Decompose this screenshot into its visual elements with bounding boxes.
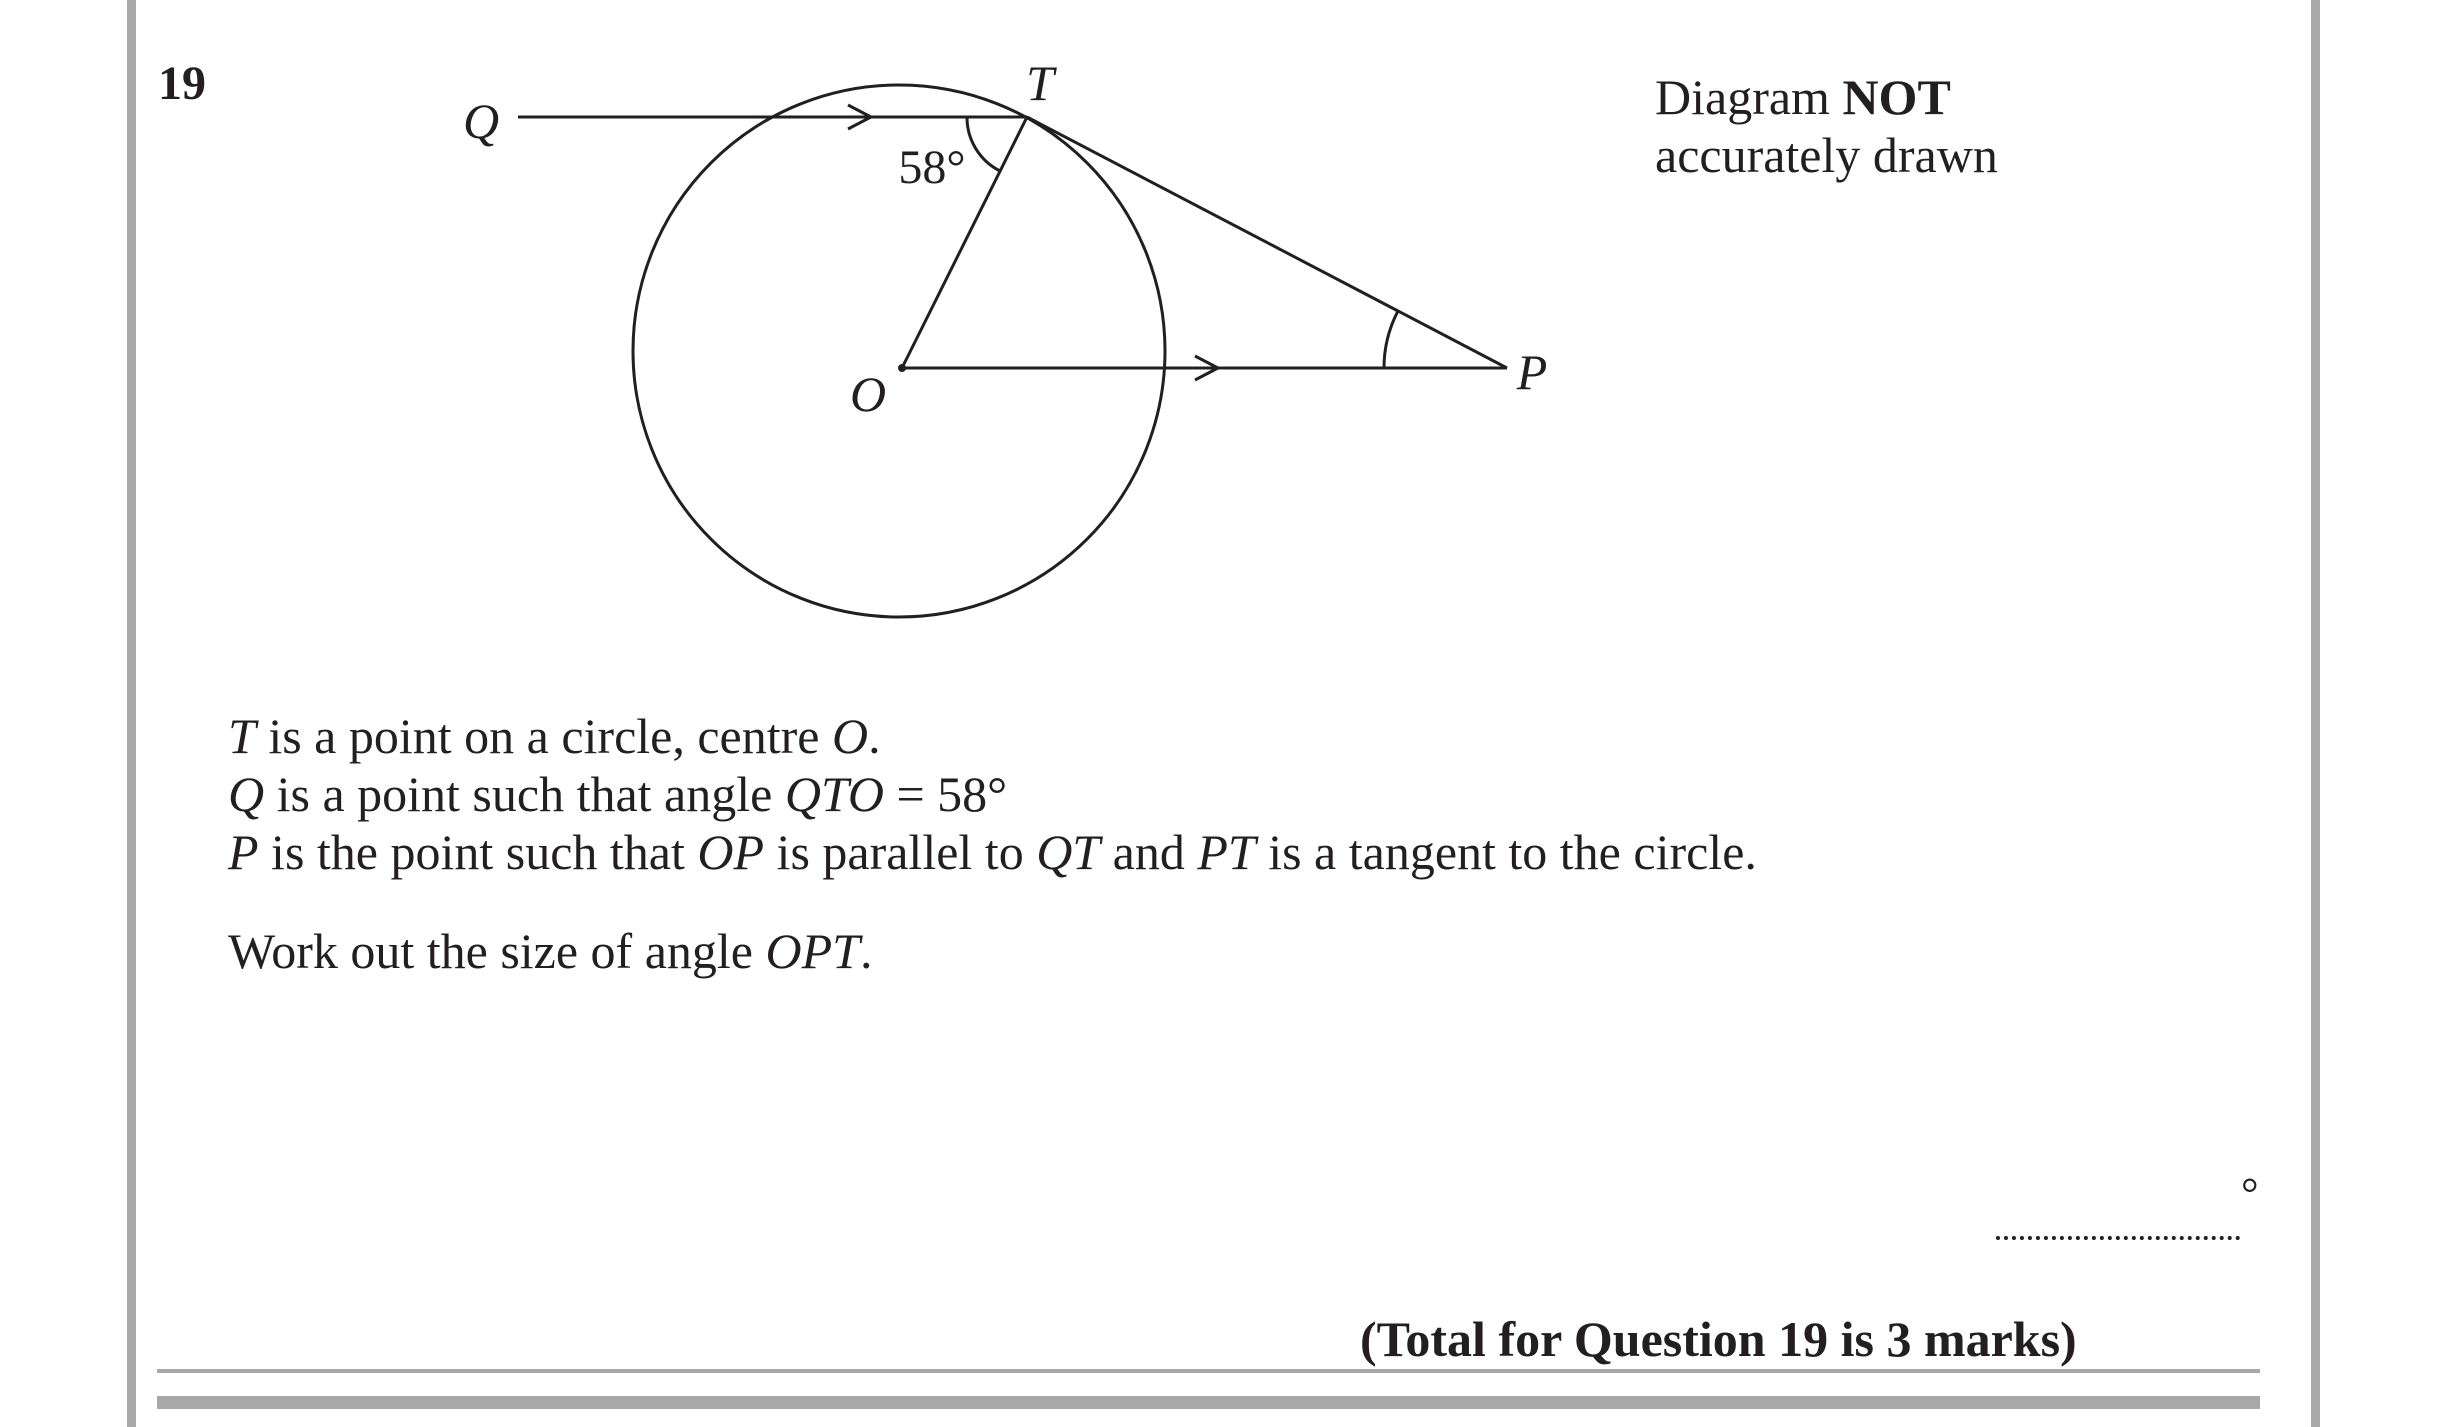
var-op: OP xyxy=(697,824,765,880)
var-p: P xyxy=(228,824,259,880)
angle-label-58: 58° xyxy=(898,141,966,194)
text: is the point such that xyxy=(258,824,698,880)
note-not: NOT xyxy=(1842,69,1951,125)
geometry-diagram xyxy=(0,0,2439,660)
statement-3 xyxy=(228,823,1757,881)
var-opt: OPT xyxy=(765,923,860,979)
text: is parallel to xyxy=(764,824,1037,880)
text: is a tangent to the circle. xyxy=(1255,824,1757,880)
var-qto: QTO xyxy=(784,766,884,822)
text: . xyxy=(868,708,881,764)
centre-dot xyxy=(898,364,906,372)
total-marks: (Total for Question 19 is 3 marks) xyxy=(1360,1311,2077,1367)
text: = 58° xyxy=(883,766,1008,822)
text: Work out the size of angle xyxy=(228,923,766,979)
divider-thin xyxy=(157,1369,2260,1373)
label-p: P xyxy=(1516,344,1548,400)
var-q: Q xyxy=(228,766,265,822)
statement-2 xyxy=(228,765,1757,823)
text: and xyxy=(1100,824,1198,880)
label-q: Q xyxy=(462,93,500,149)
var-o: O xyxy=(831,708,869,764)
question-number: 19 xyxy=(158,57,206,110)
text: is a point on a circle, centre xyxy=(255,708,832,764)
label-t: T xyxy=(1026,55,1054,111)
note-prefix: Diagram xyxy=(1655,69,1843,125)
var-qt: QT xyxy=(1036,824,1101,880)
statement-1 xyxy=(228,707,1757,765)
diagram-note xyxy=(1655,68,1998,184)
var-t: T xyxy=(228,708,256,764)
label-o: O xyxy=(849,366,887,422)
answer-line[interactable] xyxy=(1996,1236,2240,1240)
divider-thick xyxy=(157,1396,2260,1409)
angle-arc-opt xyxy=(1384,311,1398,368)
note-line2: accurately drawn xyxy=(1655,127,1998,183)
line-tp xyxy=(1027,117,1507,368)
text: . xyxy=(859,923,873,979)
angle-arc-qto xyxy=(967,117,1000,171)
text: is a point such that angle xyxy=(264,766,785,822)
answer-degree-symbol: ° xyxy=(2241,1169,2259,1218)
task-instruction xyxy=(228,922,872,980)
question-statements xyxy=(228,707,1757,881)
var-pt: PT xyxy=(1197,824,1256,880)
